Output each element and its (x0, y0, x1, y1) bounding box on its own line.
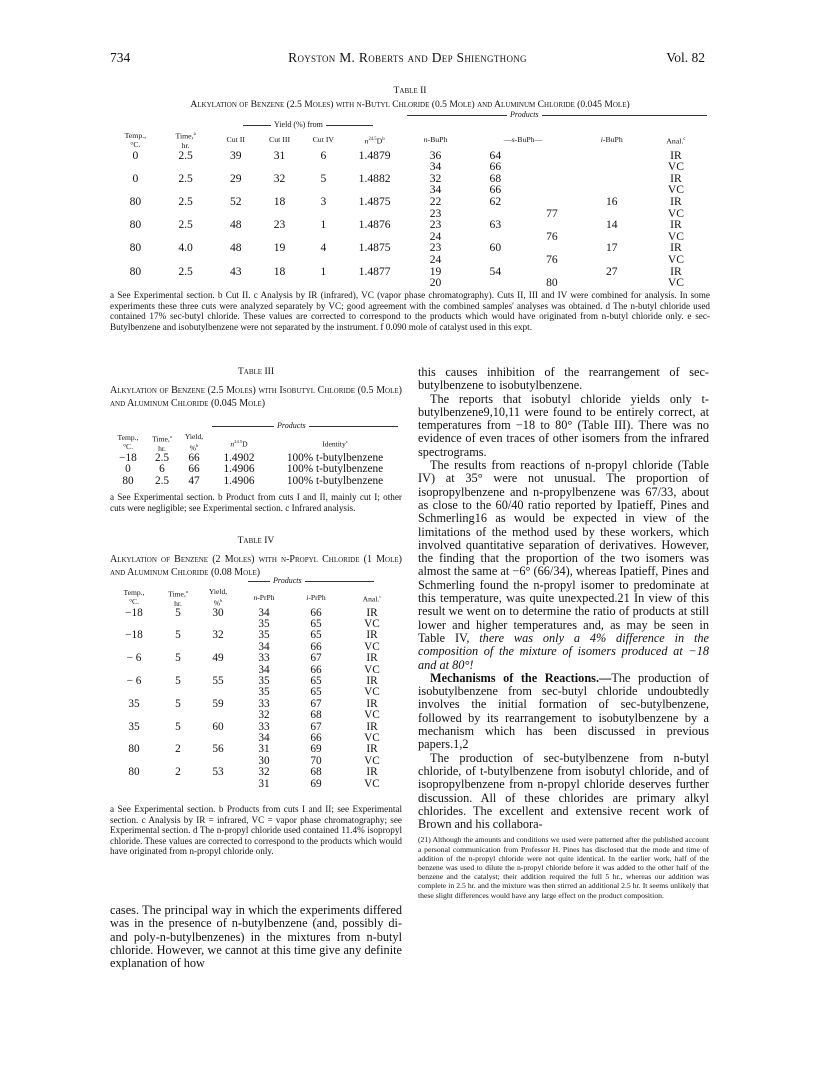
left-paragraph: cases. The principal way in which the experiments differed was in the presence of n-butylbenzene (and, possibly di- and poly-n-butylbenzenes) in the mixtures from n-butyl chloride. However, we cannot at this time give any definite explanation of how (110, 903, 402, 971)
cell-cut4: 6 (320, 148, 327, 162)
table-4-footnotes: a See Experimental section. b Products from cuts I and II; see Experimental section. c Analysis by IR = infrared, VC = vapor phase chromatography; see Experimental section. d The n-propyl chloride used contained 11.4% isopropyl chloride. These values are corrected to correspond to the products which would have originated from n-propyl chloride only. (110, 804, 402, 856)
cell-time: 5 (175, 629, 181, 642)
cell-anal: IR (366, 743, 378, 756)
paragraph-5: The production of sec-butylbenzene from n-butyl chloride, of t-butylbenzene from isobutyl chloride, and of isopropylbenzene from n-propyl chloride deserves further discussion. All of these chlorides are primary alkyl chlorides. The excellent and extensive recent work of Brown and his collabora- (418, 750, 709, 832)
cell-n-buph: 34 (429, 183, 442, 197)
cell-i-prph: 65 (310, 617, 322, 630)
cell-temp: 35 (128, 720, 140, 733)
cell-anal: IR (366, 766, 378, 779)
cell-cut3: 23 (273, 218, 286, 232)
cell-yield: 56 (212, 743, 224, 756)
cell-n-prph: 34 (258, 732, 270, 744)
cell-anal: VC (364, 617, 380, 630)
cell-cut4: 5 (320, 171, 327, 185)
cell-n-prph: 34 (258, 663, 270, 676)
cell-refractive-index: 1.4877 (358, 264, 391, 278)
table-row (114, 196, 708, 208)
table-row (114, 266, 708, 278)
table-2-caption-block (110, 85, 710, 111)
cell-time: 6 (159, 463, 165, 476)
table-row (110, 464, 402, 476)
cell-i-prph: 65 (310, 686, 322, 699)
cell-n-prph: 33 (258, 720, 270, 733)
cell-n-prph: 33 (258, 652, 270, 665)
cell-i-prph: 67 (310, 697, 322, 710)
left-column-text (110, 904, 402, 970)
cell-s-buph-vc (524, 150, 580, 162)
cell-anal: IR (366, 720, 378, 733)
cell-temp: −18 (125, 629, 143, 642)
cell-yield: 66 (188, 451, 200, 464)
cell-cut2: 39 (229, 148, 242, 162)
table-row (114, 208, 708, 220)
paragraph-3-main: The results from reactions of n-propyl chloride (Table IV) at 35° were not unusual. The proportion of isopropylbenzene and n-propylbenzene was 67/33, about as close to the 60/40 ratio reported by Ipatieff, Pines and Schmerling16 as would be expected in view of the limitations of the method used by these workers, which involved quantitative separation of derivatives. However, the finding that the proportion of the two isomers was almost the same at −6° (66/34), whereas Ipatieff, Pines and Schmerling found the n-propyl isomer to predominate at this temperature, was quite unexpected.21 In view of this result we went on to determine the ratio of products at still lower and higher temperatures and, as may be seen in Table IV, (418, 458, 709, 645)
cell-identity: 100% t-butylbenzene (286, 474, 384, 487)
table-3-caption: Alkylation of Benzene (2.5 Moles) with Isobutyl Chloride (0.5 Mole) and Aluminum Chloride (0.045 Mole) (110, 385, 402, 409)
cell-i-buph (580, 254, 644, 266)
cell-refractive-index (345, 277, 405, 289)
cell-i-prph: 66 (310, 732, 322, 744)
cell-temp: −18 (119, 451, 137, 464)
table-3-footnotes: a See Experimental section. b Product from cuts I and II, mainly cut I; other cuts were negligible; see Experimental section. c Infrared analysis. (110, 492, 402, 513)
cell-n-buph: 23 (429, 206, 442, 220)
cell-cut2 (214, 254, 257, 266)
cell-yield: 49 (212, 652, 224, 665)
products-label: Products (507, 110, 542, 119)
cell-anal: VC (667, 276, 684, 290)
cell-i-buph: 16 (605, 194, 618, 208)
table-row (110, 653, 402, 664)
cell-anal: IR (366, 629, 378, 642)
table-3-body (110, 453, 402, 488)
cell-identity: 100% t-butylbenzene (286, 463, 384, 476)
cell-s-buph-vc (524, 161, 580, 173)
col-i-prph: i-PrPh (306, 592, 326, 602)
col-cut3: Cut III (269, 135, 291, 145)
col-cut4: Cut IV (312, 135, 335, 145)
running-header (110, 50, 705, 70)
table-row (114, 219, 708, 231)
cell-cut4 (302, 277, 345, 289)
cell-anal: IR (366, 674, 378, 687)
cell-anal: VC (667, 252, 684, 266)
table-2-label: Table II (393, 85, 427, 96)
cell-s-buph: 62 (489, 194, 502, 208)
cell-n-buph: 19 (429, 264, 442, 278)
cell-s-buph: 66 (489, 183, 502, 197)
table-4-block (110, 535, 402, 579)
table-3-block (110, 366, 402, 410)
cell-yield: 66 (188, 463, 200, 476)
cell-anal: IR (670, 148, 682, 162)
table-2 (114, 130, 708, 289)
table-row (114, 231, 708, 243)
table-row (110, 676, 402, 687)
table-row (114, 277, 708, 289)
cell-anal: VC (364, 686, 380, 699)
cell-cut3: 18 (273, 194, 286, 208)
cell-time (158, 710, 198, 721)
cell-s-buph-vc: 76 (546, 252, 558, 266)
table-row (114, 242, 708, 254)
cell-temp: 0 (132, 171, 139, 185)
cell-anal: IR (670, 241, 682, 255)
cell-anal: IR (366, 652, 378, 665)
cell-refractive-index: 1.4876 (358, 218, 391, 232)
cell-i-buph (580, 161, 644, 173)
cell-n-prph: 31 (258, 777, 270, 790)
cell-cut3: 32 (273, 171, 286, 185)
cell-s-buph-vc: 76 (546, 229, 558, 243)
cell-cut3: 18 (273, 264, 286, 278)
cell-time: 2 (175, 743, 181, 756)
cell-n-buph: 20 (429, 276, 442, 290)
cell-s-buph: 66 (489, 160, 502, 174)
cell-s-buph: 68 (489, 171, 502, 185)
col-time: Time,$^a$ hr. (168, 589, 188, 608)
cell-time: 2.5 (178, 148, 193, 162)
cell-s-buph: 54 (489, 264, 502, 278)
cell-temp: 0 (132, 148, 139, 162)
cell-i-buph: 27 (605, 264, 618, 278)
cell-i-prph: 69 (310, 743, 322, 756)
cell-i-prph: 66 (310, 663, 322, 676)
table-row (114, 150, 708, 162)
cell-identity: 100% t-butylbenzene (286, 451, 384, 464)
table-4-body (110, 608, 402, 791)
col-anal: Anal.$^c$ (362, 593, 382, 604)
cell-n-buph: 23 (429, 218, 442, 232)
table-row (110, 756, 402, 767)
table-row (110, 619, 402, 630)
table-row (110, 608, 402, 619)
col-time: Time,$^a$ hr. (152, 434, 172, 453)
cell-time: 2.5 (178, 194, 193, 208)
col-n-buph: n-BuPh (423, 135, 448, 145)
table-row (110, 476, 402, 488)
cell-yield: 53 (212, 766, 224, 779)
cell-time (158, 779, 198, 790)
paragraph-3 (418, 459, 709, 672)
table-2-yield-header (243, 120, 373, 129)
cell-s-buph-vc: 77 (546, 206, 558, 220)
col-yield: Yield, %$^b$ (184, 432, 204, 453)
cell-time: 2.5 (178, 218, 193, 232)
cell-s-buph-vc (524, 184, 580, 196)
cell-refractive-index: 1.4875 (358, 241, 391, 255)
cell-i-prph: 68 (310, 766, 322, 779)
cell-i-prph: 67 (310, 652, 322, 665)
cell-anal: VC (364, 640, 380, 653)
cell-s-buph: 63 (489, 218, 502, 232)
cell-anal: VC (364, 777, 380, 790)
cell-cut4: 3 (320, 194, 327, 208)
cell-yield: 47 (188, 474, 200, 487)
cell-n-buph: 22 (429, 194, 442, 208)
table-2-footnotes: a See Experimental section. b Cut II. c Analysis by IR (infrared), VC (vapor phase chromatography). Cuts II, III and IV were combined for analysis. In some experiments these three cuts were analyzed separately by VC; good agreement with the combined samples' analyses was obtained. d The n-butyl chloride used contained 17% sec-butyl chloride. These values are corrected to correspond to the products which would have originated from n-butyl chloride only. e sec-Butylbenzene and isobutylbenzene were not separated by the instrument. f 0.090 mole of catalyst used in this expt. (110, 290, 710, 332)
cell-temp: 80 (129, 264, 142, 278)
cell-yield (198, 779, 238, 790)
cell-i-prph: 69 (310, 777, 322, 790)
col-time: Time,$^a$ hr. (175, 131, 196, 150)
cell-n-buph: 24 (429, 252, 442, 266)
cell-time (157, 254, 215, 266)
table-row (110, 699, 402, 710)
cell-time: 5 (175, 674, 181, 687)
cell-temp (110, 710, 158, 721)
cell-n-buph: 34 (429, 160, 442, 174)
table-3-header-row (110, 432, 402, 453)
cell-n-prph: 32 (258, 709, 270, 722)
table-row (110, 642, 402, 653)
cell-i-buph: 14 (605, 218, 618, 232)
cell-temp: 80 (128, 766, 140, 779)
cell-temp: 80 (129, 218, 142, 232)
products-label: Products (274, 421, 309, 430)
cell-temp (114, 277, 157, 289)
table-row (110, 744, 402, 755)
cell-anal: IR (366, 606, 378, 619)
cell-temp: − 6 (126, 674, 142, 687)
cell-cut4: 4 (320, 241, 327, 255)
footnote-21: (21) Although the amounts and conditions we used were patterned after the published account a personal communication from Professor H. Pines has disclosed that the mode and time of addition of the n-propyl chloride were not quite identical. In the earlier work, half of the benzene was used to dilute the n-propyl chloride before it was added to the other half of the benzene and the catalyst; their addition required the full 5 hr., whereas our addition was complete in 2.5 hr. and the mixture was then stirred an additional 2.5 hr. It seems unlikely that these slight differences would have any large effect on the product composition. (418, 835, 709, 900)
cell-i-prph: 67 (310, 720, 322, 733)
cell-temp: 80 (129, 241, 142, 255)
running-title: Royston M. Roberts and Dep Shiengthong (288, 50, 527, 65)
cell-i-buph (580, 277, 644, 289)
cell-time: 2.5 (154, 451, 170, 464)
cell-refractive-index: 1.4882 (358, 171, 391, 185)
table-row (114, 161, 708, 173)
table-2-products-header (407, 110, 707, 119)
cell-s-buph-vc (524, 219, 580, 231)
cell-cut2: 48 (229, 218, 242, 232)
paragraph-4 (418, 672, 709, 752)
col-identity: Identity$^c$ (322, 438, 348, 449)
cell-cut2: 43 (229, 264, 242, 278)
cell-time: 2.5 (154, 474, 170, 487)
cell-n-prph: 35 (258, 617, 270, 630)
table-4-products-header (248, 576, 374, 585)
mechanisms-heading: Mechanisms of the Reactions.— (430, 670, 612, 685)
table-row (114, 254, 708, 266)
cell-i-prph: 65 (310, 674, 322, 687)
cell-time: 5 (175, 652, 181, 665)
cell-n-buph: 36 (429, 148, 442, 162)
cell-yield: 30 (212, 606, 224, 619)
table-row (110, 687, 402, 698)
cell-time: 5 (175, 720, 181, 733)
table-row (110, 733, 402, 744)
cell-anal: IR (366, 697, 378, 710)
cell-time: 2.5 (178, 171, 193, 185)
right-column-text (418, 366, 709, 900)
cell-temp (114, 254, 157, 266)
cell-n-prph: 35 (258, 674, 270, 687)
table-4 (110, 587, 402, 790)
table-row (110, 722, 402, 733)
cell-time: 2.5 (178, 264, 193, 278)
cell-anal: VC (667, 160, 684, 174)
cell-n-prph: 33 (258, 697, 270, 710)
cell-time: 4.0 (178, 241, 193, 255)
cell-i-prph: 65 (310, 629, 322, 642)
cell-cut4: 1 (320, 264, 327, 278)
cell-temp: −18 (125, 606, 143, 619)
cell-refractive-index: 1.4906 (223, 474, 255, 487)
cell-anal: VC (364, 732, 380, 744)
table-row (110, 665, 402, 676)
cell-cut4 (302, 254, 345, 266)
cell-anal: IR (670, 171, 682, 185)
cell-temp: 80 (129, 194, 142, 208)
table-3-label: Table III (237, 366, 275, 377)
cell-cut2: 52 (229, 194, 242, 208)
cell-yield: 55 (212, 674, 224, 687)
products-label: Products (270, 576, 305, 585)
cell-i-prph: 68 (310, 709, 322, 722)
page-number: 734 (110, 50, 131, 65)
col-anal: Anal.$^c$ (666, 136, 686, 146)
cell-cut3 (257, 254, 302, 266)
table-2-caption: Alkylation of Benzene (2.5 Moles) with n-Butyl Chloride (0.5 Mole) and Aluminum Chloride (0.045 Mole) (190, 99, 630, 110)
col-cut2: Cut II (226, 135, 245, 145)
cell-refractive-index: 1.4879 (358, 148, 391, 162)
cell-cut2: 29 (229, 171, 242, 185)
cell-yield (198, 710, 238, 721)
cell-time: 5 (175, 697, 181, 710)
col-n-prph: n-PrPh (253, 592, 275, 602)
cell-refractive-index (345, 254, 405, 266)
cell-anal: IR (670, 218, 682, 232)
cell-s-buph (466, 277, 524, 289)
paragraph-4-text: The production of isobutylbenzene from sec-butyl chloride undoubtedly involves the initial formation of sec-butylbenzene, followed by its rearrangement to isobutylbenzene by a mechanism which has been discussed in previous papers.1,2 (418, 670, 709, 752)
cell-cut2: 48 (229, 241, 242, 255)
cell-n-prph: 30 (258, 754, 270, 767)
cell-cut2 (214, 277, 257, 289)
cell-temp: − 6 (126, 652, 142, 665)
cell-time: 5 (175, 606, 181, 619)
table-row (114, 184, 708, 196)
col-yield: Yield, %$^b$ (208, 587, 228, 608)
paragraph-1: this causes inhibition of the rearrangement of sec-butylbenzene to isobutylbenzene. (418, 365, 709, 393)
table-2-header-row (114, 130, 708, 150)
cell-refractive-index: 1.4906 (223, 463, 255, 476)
yield-label: Yield (%) from (271, 120, 326, 129)
cell-s-buph: 64 (489, 148, 502, 162)
cell-time: 2 (175, 766, 181, 779)
cell-s-buph-vc (524, 173, 580, 185)
cell-anal: VC (364, 663, 380, 676)
cell-refractive-index: 1.4875 (358, 194, 391, 208)
table-4-header-row (110, 587, 402, 608)
cell-time (157, 277, 215, 289)
cell-anal: VC (667, 183, 684, 197)
col-temp: Temp., °C. (117, 433, 139, 452)
table-row (110, 710, 402, 721)
cell-temp (110, 779, 158, 790)
cell-n-buph: 24 (429, 229, 442, 243)
paragraph-2: The reports that isobutyl chloride yields only t-butylbenzene9,10,11 were found to be entirely correct, at temperatures from −18 to 80° (Table III). There was no evidence of even traces of other isomers from the infrared spectrograms. (418, 391, 709, 459)
cell-anal: VC (364, 754, 380, 767)
cell-s-buph-vc: 80 (546, 276, 558, 290)
col-s-buph: —s-BuPh— (503, 135, 543, 145)
cell-yield: 59 (212, 697, 224, 710)
cell-n-prph: 34 (258, 640, 270, 653)
table-2-body (114, 150, 708, 289)
col-i-buph: i-BuPh (600, 135, 623, 145)
cell-n-prph: 31 (258, 743, 270, 756)
cell-n-prph: 32 (258, 766, 270, 779)
col-temp: Temp., °C. (124, 130, 147, 149)
cell-refractive-index: 1.4902 (223, 451, 255, 464)
cell-i-buph (580, 150, 644, 162)
cell-temp: 0 (125, 463, 131, 476)
cell-yield: 60 (212, 720, 224, 733)
cell-n-prph: 34 (258, 606, 270, 619)
cell-cut4: 1 (320, 218, 327, 232)
cell-temp: 80 (128, 743, 140, 756)
cell-i-prph: 70 (310, 754, 322, 767)
cell-temp: 35 (128, 697, 140, 710)
cell-anal: VC (667, 229, 684, 243)
table-4-label: Table IV (237, 535, 275, 546)
cell-i-prph: 66 (310, 606, 322, 619)
table-3-products-header (212, 421, 398, 430)
table-row (114, 173, 708, 185)
cell-cut3 (257, 277, 302, 289)
table-row (110, 630, 402, 641)
table-3 (110, 432, 402, 487)
volume-label: Vol. 82 (666, 50, 705, 65)
cell-i-buph (580, 173, 644, 185)
cell-anal: IR (670, 194, 682, 208)
cell-i-prph: 66 (310, 640, 322, 653)
col-refractive-index: $n^{24.5}D$ (230, 438, 248, 449)
paragraph-3-emphasis: there was only a 4% difference in the composition of the mixture of isomers produced at −18 and at 80°! (418, 630, 709, 672)
table-row (110, 779, 402, 790)
cell-temp: 80 (122, 474, 134, 487)
cell-s-buph-vc (524, 196, 580, 208)
cell-n-buph: 23 (429, 241, 442, 255)
cell-anal: VC (667, 206, 684, 220)
cell-n-buph: 32 (429, 171, 442, 185)
col-refractive-index: $n^{24.5}D^b$ (364, 136, 385, 146)
table-row (110, 767, 402, 778)
cell-s-buph (466, 254, 524, 266)
cell-anal: IR (670, 264, 682, 278)
cell-s-buph: 60 (489, 241, 502, 255)
cell-cut3: 19 (273, 241, 286, 255)
cell-i-buph: 17 (605, 241, 618, 255)
cell-n-prph: 35 (258, 686, 270, 699)
cell-cut3: 31 (273, 148, 286, 162)
col-temp: Temp., °C. (123, 588, 145, 607)
cell-yield: 32 (212, 629, 224, 642)
cell-anal: VC (364, 709, 380, 722)
cell-n-prph: 35 (258, 629, 270, 642)
table-4-caption: Alkylation of Benzene (2 Moles) with n-Propyl Chloride (1 Mole) and Aluminum Chloride (0.08 Mole) (110, 554, 402, 578)
